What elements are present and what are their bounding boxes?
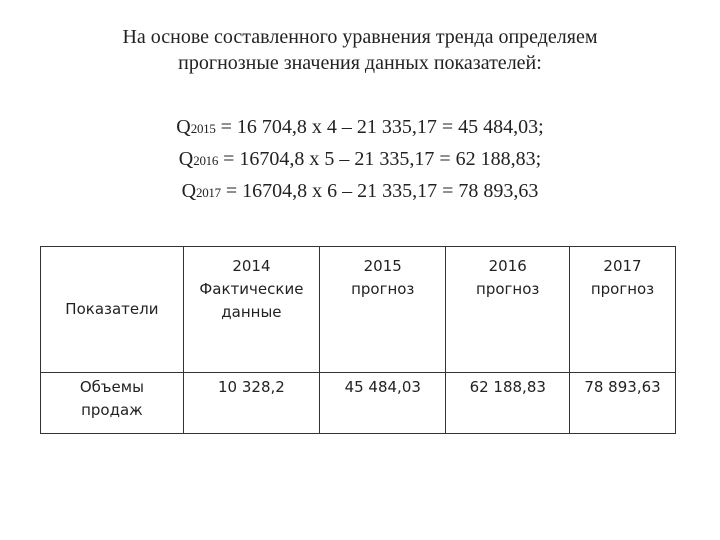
header-year: 2015	[363, 257, 402, 275]
header-sublabel: Фактические	[199, 280, 304, 298]
formula-2016	[40, 144, 680, 176]
header-indicators-label: Показатели	[65, 300, 159, 318]
table-header-row	[41, 247, 676, 373]
row-label-cell	[41, 373, 184, 434]
formula-subscript: 2015	[190, 121, 216, 136]
header-year: 2016	[488, 257, 527, 275]
header-cell-2015	[320, 247, 446, 373]
header-year: 2017	[603, 257, 642, 275]
value-text: 78 893,63	[584, 378, 661, 396]
formula-q: Q	[176, 116, 191, 138]
formula-2015	[40, 112, 680, 144]
formula-expression: = 16 704,8 x 4 – 21 335,17 = 45 484,03;	[215, 116, 544, 138]
value-text: 62 188,83	[469, 378, 546, 396]
header-sublabel: прогноз	[476, 280, 540, 298]
formula-q: Q	[178, 148, 194, 170]
row-label-line: продаж	[81, 401, 143, 419]
value-cell-2016	[446, 373, 570, 434]
header-cell-2017	[570, 247, 676, 373]
value-text: 45 484,03	[344, 378, 421, 396]
formula-subscript: 2017	[196, 185, 221, 200]
value-cell-2017	[570, 373, 676, 434]
formula-q: Q	[181, 180, 197, 202]
formula-expression: = 16704,8 x 6 – 21 335,17 = 78 893,63	[220, 180, 539, 202]
table-row-sales	[41, 373, 676, 434]
header-sublabel: данные	[221, 303, 282, 321]
header-cell-2016	[446, 247, 570, 373]
intro-line-2: прогнозные значения данных показателей:	[178, 52, 542, 74]
row-label-line: Объемы	[79, 378, 144, 396]
intro-text	[40, 24, 680, 76]
header-sublabel: прогноз	[590, 280, 655, 298]
intro-line-1: На основе составленного уравнения тренда определяем	[122, 26, 598, 48]
value-cell-2015	[320, 373, 446, 434]
formula-subscript: 2016	[193, 153, 219, 168]
formula-2017	[40, 176, 680, 208]
value-cell-2014	[183, 373, 319, 434]
formula-expression: = 16704,8 x 5 – 21 335,17 = 62 188,83;	[218, 148, 542, 170]
value-text: 10 328,2	[218, 378, 285, 396]
forecast-formulas	[40, 112, 680, 208]
forecast-table	[40, 246, 676, 434]
header-cell-indicators	[41, 247, 184, 373]
header-cell-2014	[183, 247, 319, 373]
header-sublabel: прогноз	[351, 280, 415, 298]
header-year: 2014	[232, 257, 271, 275]
